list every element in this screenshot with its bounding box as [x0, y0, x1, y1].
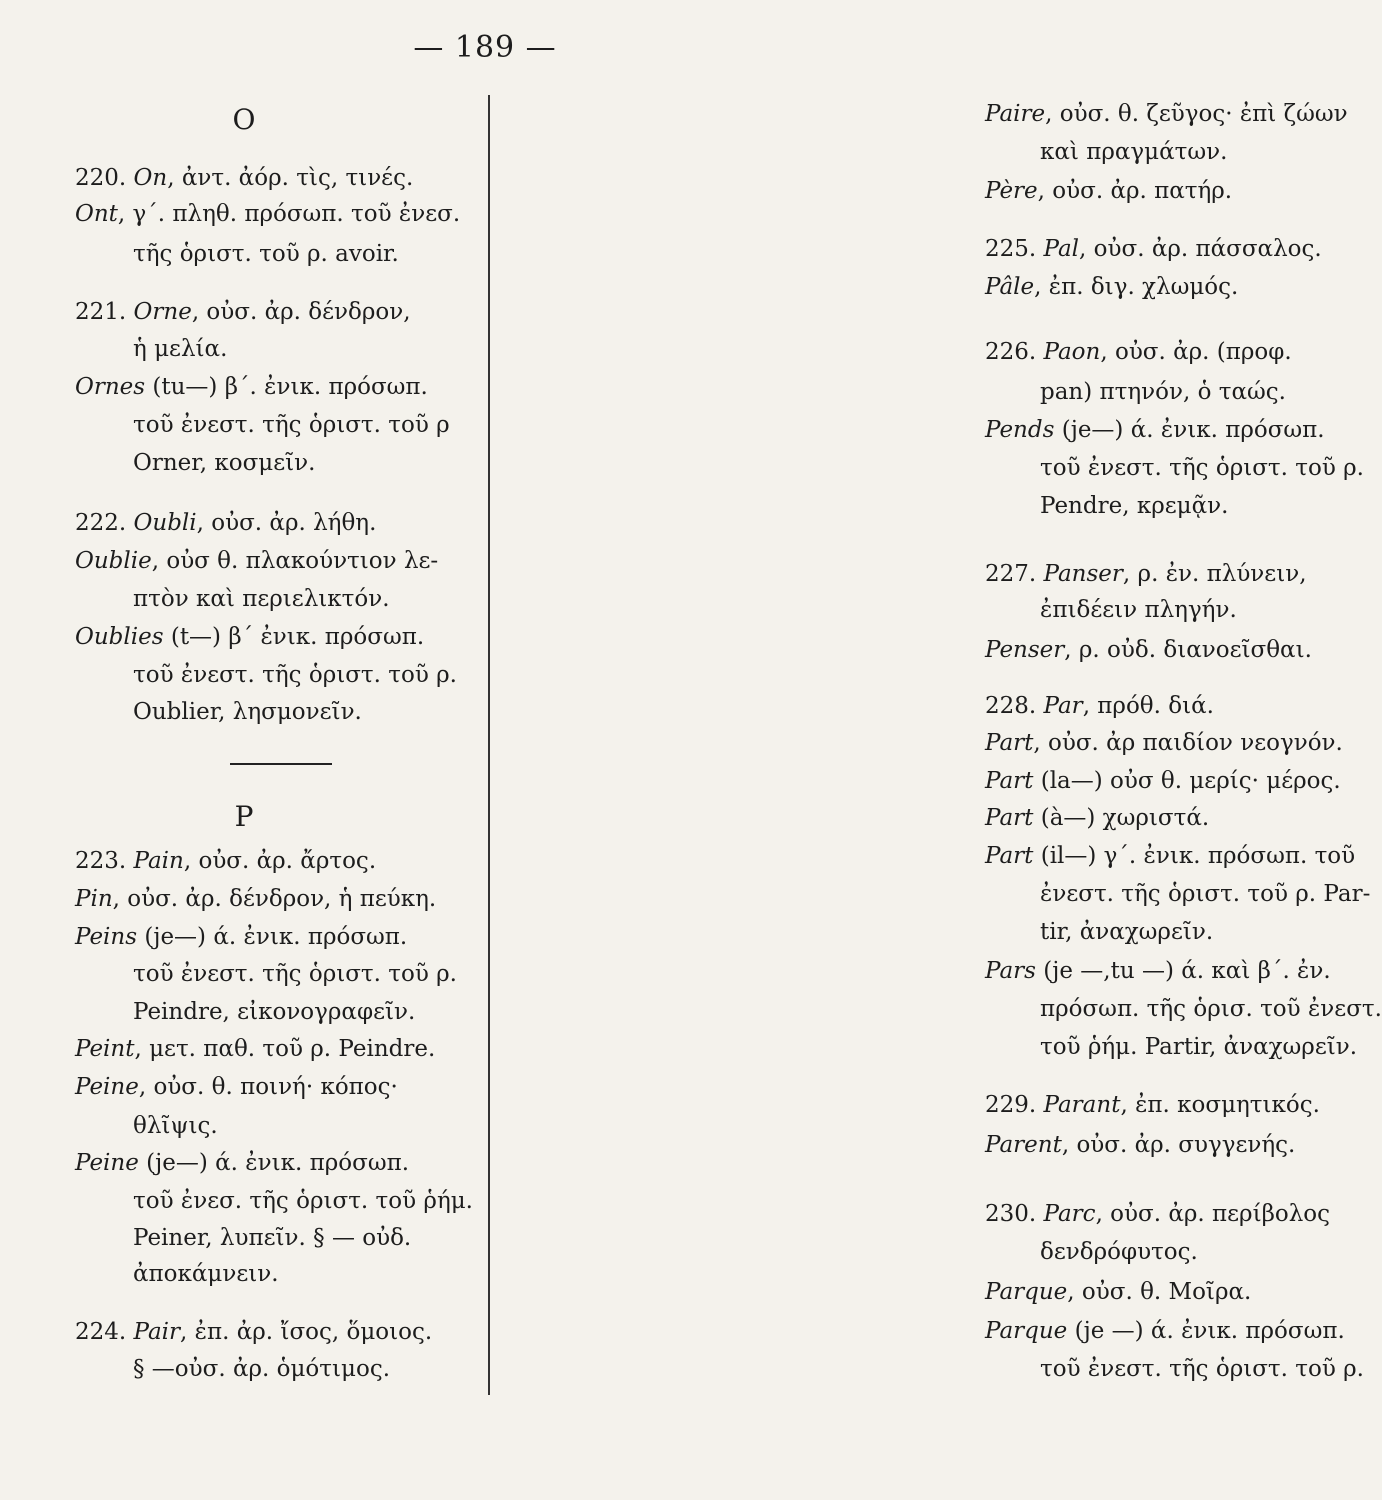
definition-text: , γ΄. πληθ. πρόσωπ. τοῦ ἐνεσ. — [117, 201, 461, 227]
headword: Pair — [133, 1319, 181, 1345]
definition-text: (tu—) β΄. ἐνικ. πρόσωπ. — [145, 374, 428, 400]
dictionary-line — [1040, 1236, 1198, 1268]
definition-text: , οὐσ. ἀρ παιδίον νεογνόν. — [1033, 730, 1343, 756]
definition-text: , οὐσ. ἀρ. ἄρτος. — [183, 848, 377, 874]
headword: Parque — [985, 1318, 1068, 1344]
definition-text: ἀποκάμνειν. — [133, 1261, 279, 1287]
definition-text: Oublier, λησμονεῖν. — [133, 699, 362, 725]
headword: Pâle — [985, 274, 1035, 300]
definition-text: τοῦ ἐνεστ. τῆς ὁριστ. τοῦ ρ. — [133, 662, 457, 688]
dictionary-line — [985, 727, 1343, 759]
headword: Parc — [1043, 1201, 1096, 1227]
section-letter-o: O — [232, 103, 256, 136]
definition-text: πρόσωπ. τῆς ὁρισ. τοῦ ἐνεστ. — [1040, 996, 1382, 1022]
headword: Part — [985, 768, 1034, 794]
dictionary-line — [1040, 1031, 1357, 1063]
dictionary-line — [75, 845, 376, 877]
headword: Oubli — [133, 510, 197, 536]
headword: Par — [1043, 693, 1083, 719]
definition-text: (t—) β΄ ἐνικ. πρόσωπ. — [163, 624, 425, 650]
dictionary-line — [133, 583, 390, 615]
dictionary-line — [985, 558, 1307, 590]
headword: Peint — [75, 1036, 135, 1062]
section-letter-p: P — [234, 800, 254, 833]
dictionary-line — [985, 1089, 1320, 1121]
dictionary-line — [133, 1353, 390, 1385]
definition-text: ἡ μελία. — [133, 336, 228, 362]
headword: Part — [985, 805, 1034, 831]
headword: Pars — [985, 958, 1036, 984]
entry-number: 230. — [985, 1201, 1044, 1227]
definition-text: , οὐσ. θ. ποινή· κόπος· — [138, 1074, 398, 1100]
dictionary-line — [75, 545, 438, 577]
dictionary-line — [75, 1147, 409, 1179]
headword: Parent — [985, 1132, 1062, 1158]
definition-text: , ἐπ. ἀρ. ἴσος, ὅμοιος. — [180, 1319, 433, 1345]
headword: Peins — [75, 924, 138, 950]
definition-text: , οὐσ. ἀρ. περίβολος — [1095, 1201, 1331, 1227]
headword: On — [133, 165, 168, 191]
dictionary-line — [1040, 452, 1364, 484]
headword: Oublies — [75, 624, 164, 650]
definition-text: τοῦ ῥήμ. Partir, ἀναχωρεῖν. — [1040, 1034, 1358, 1060]
entry-number: 229. — [985, 1092, 1044, 1118]
dictionary-line — [985, 414, 1325, 446]
headword: Oublie — [75, 548, 152, 574]
dictionary-line — [133, 958, 457, 990]
definition-text: θλῖψις. — [133, 1113, 218, 1139]
definition-text: Peiner, λυπεῖν. § — οὐδ. — [133, 1225, 412, 1251]
dictionary-line — [985, 955, 1331, 987]
definition-text: , ἀντ. ἀόρ. τὶς, τινές. — [167, 165, 414, 191]
headword: Part — [985, 843, 1034, 869]
dictionary-line — [1040, 490, 1228, 522]
definition-text: τοῦ ἐνεστ. τῆς ὁριστ. τοῦ ρ — [133, 412, 450, 438]
dictionary-line — [133, 333, 227, 365]
page-number: — 189 — — [413, 30, 557, 65]
entry-number: 227. — [985, 561, 1044, 587]
headword: Pin — [75, 886, 113, 912]
dictionary-line — [985, 1129, 1295, 1161]
dictionary-line — [133, 1222, 411, 1254]
dictionary-line — [1040, 916, 1213, 948]
definition-text: ἐνεστ. τῆς ὁριστ. τοῦ ρ. Par- — [1040, 881, 1371, 907]
dictionary-line — [133, 238, 399, 270]
dictionary-line — [75, 1033, 435, 1065]
definition-text: ἐπιδέειν πληγήν. — [1040, 597, 1237, 623]
dictionary-line — [75, 621, 424, 653]
dictionary-line — [133, 659, 457, 691]
definition-text: (je—) ά. ἐνικ. πρόσωπ. — [1054, 417, 1325, 443]
dictionary-line — [133, 696, 362, 728]
dictionary-line — [75, 162, 413, 194]
dictionary-line — [133, 1110, 218, 1142]
dictionary-line — [1040, 594, 1237, 626]
definition-text: πτὸν καὶ περιελικτόν. — [133, 586, 390, 612]
definition-text: (je—) ά. ἐνικ. πρόσωπ. — [138, 1150, 410, 1176]
dictionary-line — [75, 1316, 432, 1348]
definition-text: , ἐπ. κοσμητικός. — [1120, 1092, 1320, 1118]
headword: Parant — [1043, 1092, 1121, 1118]
headword: Paon — [1043, 339, 1101, 365]
definition-text: , οὐσ. ἀρ. δένδρον, — [191, 299, 411, 325]
dictionary-line — [985, 98, 1348, 130]
dictionary-line — [133, 447, 315, 479]
dictionary-line — [985, 690, 1214, 722]
definition-text: (il—) γ΄. ἐνικ. πρόσωπ. τοῦ — [1033, 843, 1356, 869]
definition-text: tir, ἀναχωρεῖν. — [1040, 919, 1214, 945]
dictionary-line — [1040, 1353, 1364, 1385]
dictionary-line — [75, 371, 428, 403]
definition-text: (je—) ά. ἐνικ. πρόσωπ. — [137, 924, 408, 950]
definition-text: , οὐσ. θ. ζεῦγος· ἐπὶ ζώων — [1045, 101, 1348, 127]
dictionary-line — [75, 883, 436, 915]
dictionary-line — [133, 1185, 473, 1217]
column-divider — [488, 95, 490, 1395]
dictionary-line — [985, 175, 1232, 207]
definition-text: (à—) χωριστά. — [1033, 805, 1210, 831]
dictionary-line — [75, 507, 376, 539]
definition-text: , οὐσ. ἀρ. λήθη. — [196, 510, 377, 536]
definition-text: , οὐσ. ἀρ. δένδρον, ἡ πεύκη. — [112, 886, 437, 912]
definition-text: (je —,tu —) ά. καὶ β΄. ἐν. — [1035, 958, 1331, 984]
definition-text: δενδρόφυτος. — [1040, 1239, 1198, 1265]
headword: Peine — [75, 1150, 139, 1176]
definition-text: Pendre, κρεμᾷν. — [1040, 493, 1229, 519]
dictionary-line — [985, 1198, 1330, 1230]
entry-number: 225. — [985, 236, 1044, 262]
dictionary-line — [1040, 376, 1286, 408]
definition-text: καὶ πραγμάτων. — [1040, 139, 1228, 165]
dictionary-line — [133, 409, 450, 441]
dictionary-line — [985, 802, 1209, 834]
entry-number: 228. — [985, 693, 1044, 719]
dictionary-line — [1040, 136, 1227, 168]
definition-text: (la—) οὐσ θ. μερίς· μέρος. — [1033, 768, 1341, 794]
definition-text: , οὐσ. ἀρ. πατήρ. — [1037, 178, 1233, 204]
headword: Ont — [75, 201, 118, 227]
entry-number: 221. — [75, 299, 134, 325]
definition-text: τοῦ ἐνεστ. τῆς ὁριστ. τοῦ ρ. — [133, 961, 457, 987]
headword: Penser — [985, 637, 1065, 663]
dictionary-line — [985, 840, 1355, 872]
section-rule — [230, 763, 332, 765]
definition-text: Peindre, εἰκονογραφεῖν. — [133, 999, 416, 1025]
dictionary-line — [985, 271, 1238, 303]
headword: Orne — [133, 299, 192, 325]
definition-text: , ρ. οὐδ. διανοεῖσθαι. — [1064, 637, 1312, 663]
definition-text: , ἐπ. διγ. χλωμός. — [1034, 274, 1239, 300]
definition-text: pan) πτηνόν, ὁ ταώς. — [1040, 379, 1286, 405]
definition-text: § —οὐσ. ἀρ. ὁμότιμος. — [133, 1356, 391, 1382]
definition-text: (je —) ά. ἐνικ. πρόσωπ. — [1067, 1318, 1345, 1344]
headword: Part — [985, 730, 1034, 756]
headword: Paire — [985, 101, 1046, 127]
dictionary-line — [133, 1258, 279, 1290]
dictionary-line — [1040, 878, 1370, 910]
definition-text: τῆς ὁριστ. τοῦ ρ. avoir. — [133, 241, 399, 267]
headword: Pain — [133, 848, 184, 874]
dictionary-line — [985, 336, 1292, 368]
headword: Parque — [985, 1279, 1068, 1305]
dictionary-line — [1040, 993, 1382, 1025]
definition-text: , οὐσ. ἀρ. συγγενής. — [1061, 1132, 1296, 1158]
dictionary-line — [985, 233, 1322, 265]
definition-text: Orner, κοσμεῖν. — [133, 450, 316, 476]
definition-text: τοῦ ἐνεστ. τῆς ὁριστ. τοῦ ρ. — [1040, 1356, 1364, 1382]
definition-text: , πρόθ. διά. — [1082, 693, 1214, 719]
entry-number: 223. — [75, 848, 134, 874]
dictionary-line — [985, 765, 1341, 797]
definition-text: , μετ. παθ. τοῦ ρ. Peindre. — [134, 1036, 436, 1062]
entry-number: 220. — [75, 165, 134, 191]
definition-text: , ρ. ἐν. πλύνειν, — [1122, 561, 1307, 587]
headword: Peine — [75, 1074, 139, 1100]
headword: Pal — [1043, 236, 1080, 262]
headword: Ornes — [75, 374, 146, 400]
entry-number: 222. — [75, 510, 134, 536]
dictionary-line — [75, 921, 407, 953]
definition-text: , οὐσ θ. πλακούντιον λε- — [151, 548, 439, 574]
definition-text: τοῦ ἐνεστ. τῆς ὁριστ. τοῦ ρ. — [1040, 455, 1364, 481]
headword: Pends — [985, 417, 1055, 443]
definition-text: , οὐσ. ἀρ. πάσσαλος. — [1079, 236, 1322, 262]
definition-text: , οὐσ. θ. Μοῖρα. — [1067, 1279, 1252, 1305]
dictionary-line — [985, 1315, 1345, 1347]
entry-number: 224. — [75, 1319, 134, 1345]
headword: Père — [985, 178, 1038, 204]
dictionary-line — [985, 634, 1312, 666]
definition-text: τοῦ ἐνεσ. τῆς ὁριστ. τοῦ ῥήμ. — [133, 1188, 473, 1214]
entry-number: 226. — [985, 339, 1044, 365]
dictionary-line — [133, 996, 415, 1028]
headword: Panser — [1043, 561, 1123, 587]
dictionary-line — [985, 1276, 1251, 1308]
dictionary-line — [75, 296, 411, 328]
dictionary-line — [75, 1071, 398, 1103]
dictionary-line — [75, 198, 460, 230]
definition-text: , οὐσ. ἀρ. (προφ. — [1100, 339, 1292, 365]
